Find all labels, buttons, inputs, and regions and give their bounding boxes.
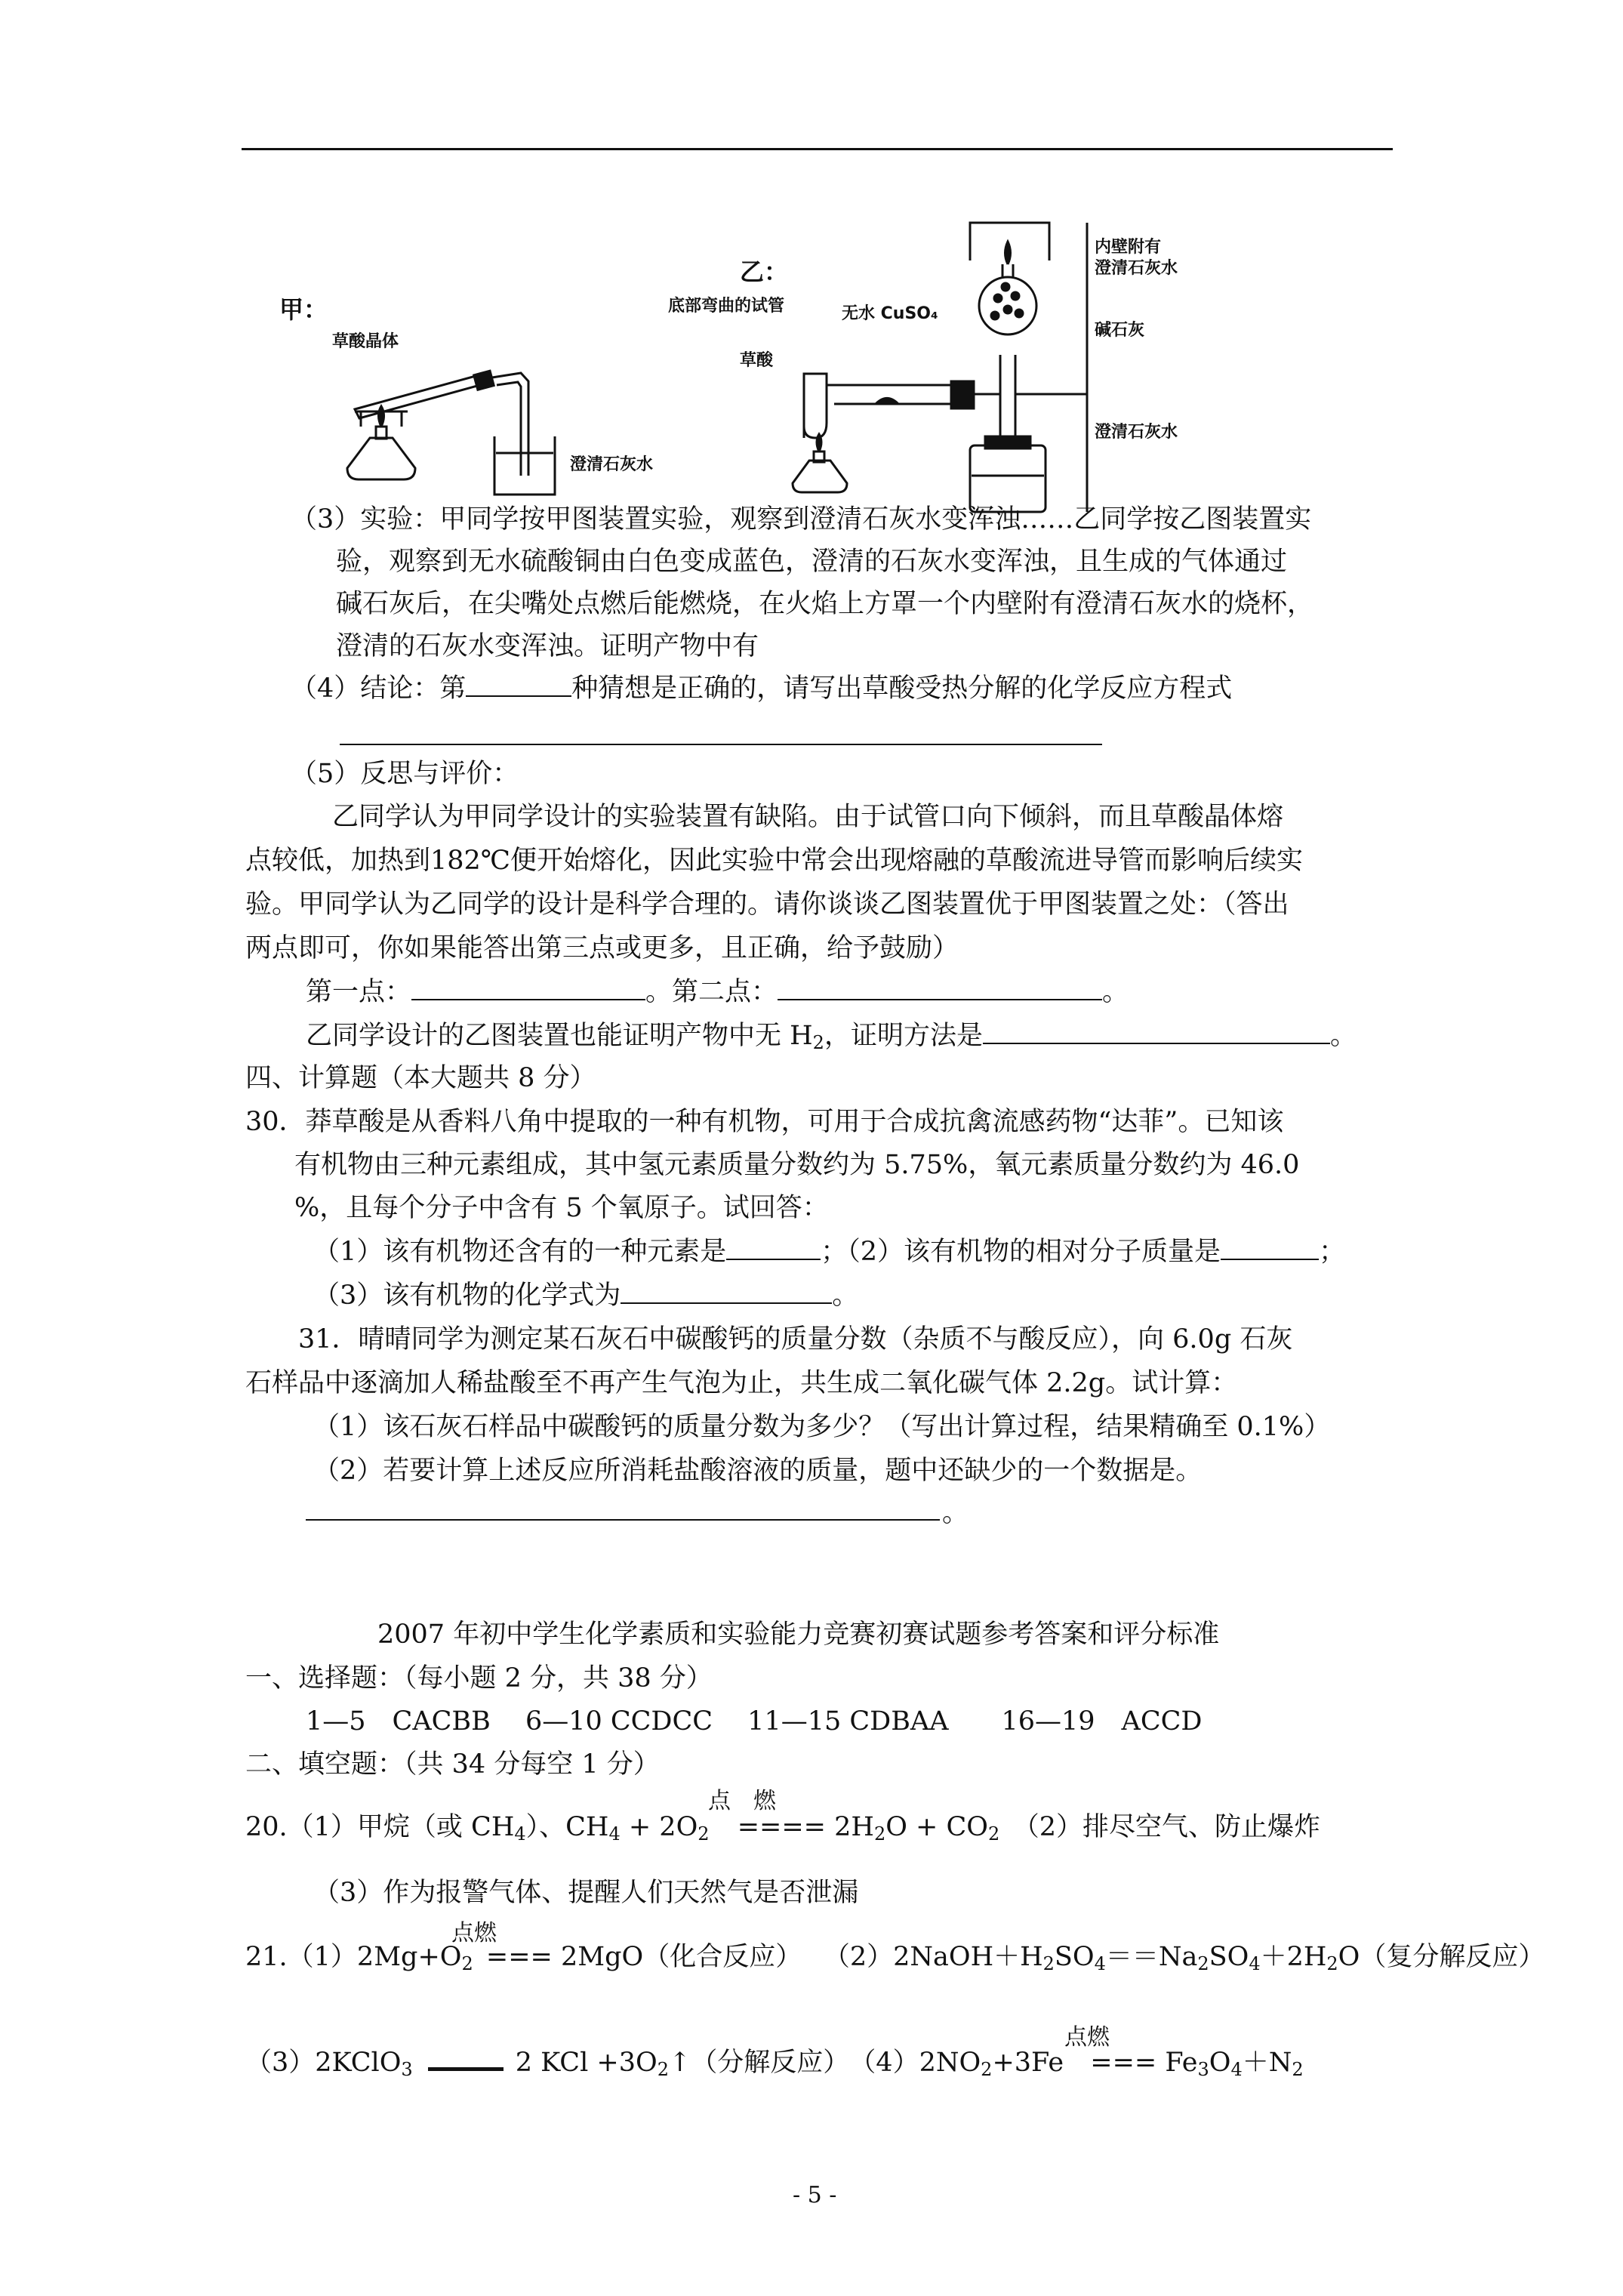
answers-s2-title: 二、填空题：（共 34 分每空 1 分） [245, 1749, 660, 1780]
q30-line3: %，且每个分子中含有 5 个氧原子。试回答： [294, 1193, 829, 1223]
a21-t1: 21.（1）2Mg+O [245, 1942, 462, 1972]
answer-20-line2: （3）作为报警气体、提醒人们天然气是否泄漏 [313, 1878, 859, 1908]
q29-p5-h2 [306, 1019, 1357, 1059]
jia-crystal-label: 草酸晶体 [332, 332, 399, 351]
answers-title: 2007 年初中学生化学素质和实验能力竞赛初赛试题参考答案和评分标准 [377, 1620, 1220, 1650]
a21-s6: 2 [1326, 1953, 1338, 1974]
q30-formula-blank[interactable] [621, 1280, 832, 1304]
a21b-t3: ↑（分解反应） （4）2NO [668, 2048, 981, 2078]
a20-t2: ）、CH [525, 1812, 609, 1842]
q29-p5-line3: 验。甲同学认为乙同学的设计是科学合理的。请你谈谈乙图装置优于甲图装置之处：（答出 [245, 889, 1289, 920]
jia-label: 甲： [279, 295, 328, 324]
q31-line1: 31．晴晴同学为测定某石灰石中碳酸钙的质量分数（杂质不与酸反应），向 6.0g 石灰 [298, 1324, 1293, 1354]
a20-s3: 2 [698, 1823, 710, 1845]
q29-p4-suffix: 种猜想是正确的，请写出草酸受热分解的化学反应方程式 [571, 673, 1233, 704]
apparatus-drawing [272, 211, 1147, 513]
second-point-blank[interactable] [778, 976, 1102, 1000]
q30-s3-text: （3）该有机物的化学式为 [313, 1281, 621, 1311]
apparatus-diagram [272, 211, 1178, 513]
h2-text-a: 乙同学设计的乙图装置也能证明产物中无 H [306, 1021, 813, 1051]
q31-answer-line[interactable] [306, 1519, 940, 1521]
a21-t3: SO [1054, 1942, 1095, 1972]
q31-s1: （1）该石灰石样品中碳酸钙的质量分数为多少？（写出计算过程，结果精确至 0.1%） [313, 1412, 1331, 1442]
q29-p5-line1: 乙同学认为甲同学设计的实验装置有缺陷。由于试管口向下倾斜，而且草酸晶体熔 [332, 802, 1284, 832]
a21-arrow: === [485, 1942, 553, 1972]
q30-line1: 30．莽草酸是从香料八角中提取的一种有机物，可用于合成抗禽流感药物“达菲”。已知该 [245, 1107, 1284, 1137]
a21b-t5: Fe [1165, 2048, 1198, 2078]
answer-21-line2 [245, 2045, 1304, 2086]
answer-20-line1 [245, 1811, 1320, 1851]
q31-line2: 石样品中逐滴加人稀盐酸至不再产生气泡为止，共生成二氧化碳气体 2.2g。试计算： [245, 1368, 1238, 1398]
q30-s1-text: （1）该有机物还含有的一种元素是 [313, 1237, 727, 1267]
a20-t3: + 2O [620, 1812, 698, 1842]
a20-s2: 4 [608, 1823, 621, 1845]
a21b-s2: 2 [657, 2059, 669, 2080]
q31-s2: （2）若要计算上述反应所消耗盐酸溶液的质量，题中还缺少的一个数据是。 [313, 1456, 1203, 1486]
a21-s3: 4 [1094, 1953, 1106, 1974]
a21b-t1: （3）2KClO [245, 2048, 402, 2078]
section4-title: 四、计算题（本大题共 8 分） [245, 1063, 596, 1093]
q29-p3-line3: 碱石灰后，在尖嘴处点燃后能燃烧，在火焰上方罩一个内壁附有澄清石灰水的烧杯， [336, 589, 1314, 619]
page-number: - 5 - [793, 2182, 837, 2208]
q30-element-blank[interactable] [726, 1236, 821, 1260]
answers-s1-title: 一、选择题：（每小题 2 分，共 38 分） [245, 1663, 713, 1693]
punct: 。 [832, 1281, 859, 1311]
a20-s5: 2 [987, 1823, 1000, 1845]
q29-p5-line4: 两点即可，你如果能答出第三点或更多，且正确，给予鼓励） [245, 933, 959, 963]
q29-p3-line4: 澄清的石灰水变浑浊。证明产物中有 [336, 631, 759, 661]
a21-t4: ＝＝Na [1105, 1942, 1198, 1972]
a21b-t2: 2 KCl +3O [515, 2048, 658, 2078]
a21-s5: 4 [1249, 1953, 1261, 1974]
yi-inner-label: 内壁附有 [1095, 238, 1162, 257]
a21b-s7: 2 [1292, 2059, 1304, 2080]
a21b-t6: O [1209, 2048, 1231, 2078]
a21-s1: 2 [461, 1953, 473, 1974]
a21b-s5: 3 [1197, 2059, 1209, 2080]
q30-line2: 有机物由三种元素组成，其中氢元素质量分数约为 5.75%，氧元素质量分数约为 46.0 [294, 1150, 1300, 1180]
answers-s1-list: 1—5 CACBB 6—10 CCDCC 11—15 CDBAA 16—19 ACCD [306, 1706, 1203, 1737]
yi-cuso4-label: 无水 CuSO₄ [842, 304, 938, 323]
a21-t5: SO [1209, 1942, 1249, 1972]
h2-text-b: ，证明方法是 [824, 1021, 983, 1051]
a20-t5: O + CO [885, 1812, 988, 1842]
q29-p4-blank[interactable] [466, 673, 571, 697]
a21b-s1: 3 [401, 2059, 413, 2080]
h2-method-blank[interactable] [983, 1020, 1330, 1044]
q29-p4-prefix: （4）结论：第 [291, 673, 467, 704]
a20-s1: 4 [514, 1823, 526, 1845]
q29-p4-equation-line[interactable] [340, 744, 1102, 745]
q30-s1s2 [313, 1235, 1345, 1268]
punct: 。 [1329, 1021, 1357, 1051]
yi-inner-label-2: 澄清石灰水 [1095, 259, 1178, 278]
a21b-blank[interactable] [428, 2045, 504, 2071]
a20-t4: 2H [826, 1812, 874, 1842]
second-point-label: 。第二点： [645, 977, 778, 1007]
q29-p5-line2: 点较低，加热到182℃便开始熔化，因此实验中常会出现熔融的草酸流进导管而影响后续实 [245, 846, 1303, 876]
a20-t6: （2）排尽空气、防止爆炸 [999, 1812, 1321, 1842]
yi-oxalic-label: 草酸 [740, 351, 774, 370]
yi-tube-label: 底部弯曲的试管 [668, 297, 785, 316]
first-point-label: 第一点： [306, 977, 412, 1007]
punct: 。 [1102, 977, 1129, 1007]
a20-condition: 点 燃 [708, 1788, 776, 1814]
a20-s4: 2 [873, 1823, 886, 1845]
q29-p4 [291, 672, 1232, 705]
a21-s2: 2 [1042, 1953, 1055, 1974]
a21b-t4: +3Fe [992, 2048, 1064, 2078]
a21-t7: O（复分解反应） [1338, 1942, 1545, 1972]
a21-condition: 点燃 [451, 1920, 497, 1946]
a21b-s3: 2 [981, 2059, 993, 2080]
a21-t6: ＋2H [1260, 1942, 1327, 1972]
a21-t2: 2MgO（化合反应） （2）2NaOH＋H [561, 1942, 1043, 1972]
a20-arrow: ==== [737, 1812, 827, 1842]
a21b-s6: 4 [1230, 2059, 1243, 2080]
jia-limewater-label: 澄清石灰水 [570, 455, 654, 474]
a21b-t7: ＋N [1242, 2048, 1292, 2078]
h2-sub: 2 [812, 1032, 824, 1053]
punct: ； [1319, 1237, 1346, 1267]
q29-p5-points [306, 975, 1129, 1009]
a20-t1: 20.（1）甲烷（或 CH [245, 1812, 515, 1842]
yi-sodalime-label: 碱石灰 [1095, 321, 1145, 340]
a21b-condition: 点燃 [1064, 2024, 1110, 2051]
q30-s2-text: ；（2）该有机物的相对分子质量是 [821, 1237, 1221, 1267]
q30-mass-blank[interactable] [1221, 1236, 1319, 1260]
q29-p3-line1: （3）实验：甲同学按甲图装置实验，观察到澄清石灰水变浑浊……乙同学按乙图装置实 [291, 504, 1312, 535]
a21b-arrow: === [1090, 2048, 1157, 2078]
a21-s4: 2 [1197, 1953, 1209, 1974]
q29-p3-line2: 验，观察到无水硫酸铜由白色变成蓝色，澄清的石灰水变浑浊，且生成的气体通过 [336, 547, 1288, 577]
q31-end: 。 [942, 1498, 969, 1528]
first-point-blank[interactable] [411, 976, 645, 1000]
answer-21-line1 [245, 1940, 1544, 1980]
yi-label: 乙： [740, 257, 789, 286]
q29-p5-title: （5）反思与评价： [291, 759, 519, 789]
header-rule [242, 148, 1393, 150]
yi-limewater-label: 澄清石灰水 [1095, 423, 1178, 442]
q30-s3 [313, 1279, 858, 1312]
